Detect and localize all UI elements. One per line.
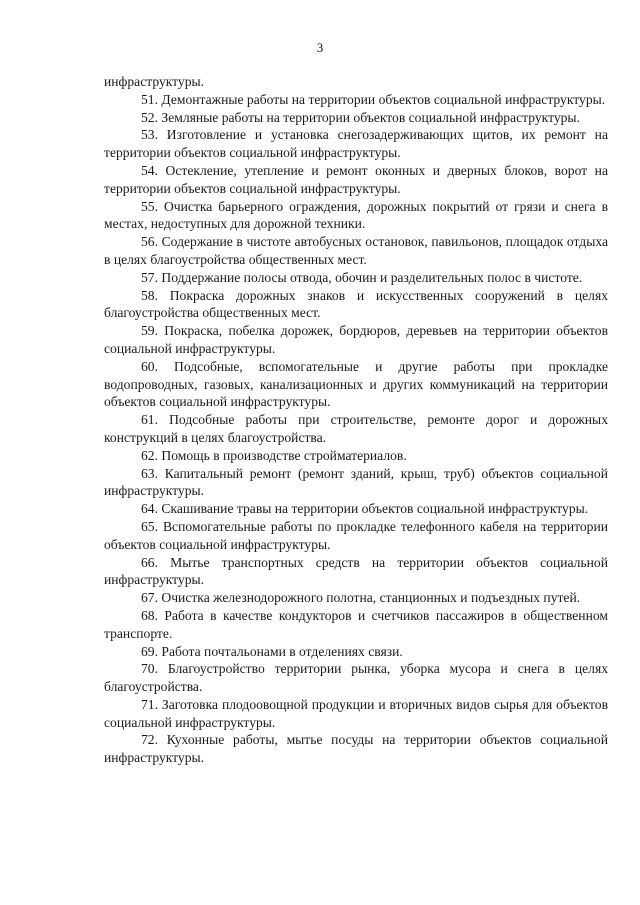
document-body <box>104 73 608 767</box>
list-item: 71. Заготовка плодоовощной продукции и вторичных видов сырья для объектов социальной инфраструктуры. <box>104 696 608 730</box>
list-item: 51. Демонтажные работы на территории объектов социальной инфраструктуры. <box>141 91 606 107</box>
list-item: 61. Подсобные работы при строительстве, ремонте дорог и дорожных конструкций в целях благоустройства. <box>104 412 608 445</box>
list-item: 65. Вспомогательные работы по прокладке телефонного кабеля на территории объектов социальной инфраструктуры. <box>104 518 608 552</box>
list-item: 70. Благоустройство территории рынка, уборка мусора и снега в целях благоустройства. <box>104 661 608 695</box>
list-item: 56. Содержание в чистоте автобусных остановок, павильонов, площадок отдыха в целях благоустройства общественных мест. <box>104 234 608 267</box>
list-item: 59. Покраска, побелка дорожек, бордюров, деревьев на территории объектов социальной инфраструктуры. <box>104 323 608 356</box>
list-item: 54. Остекление, утепление и ремонт оконных и дверных блоков, ворот на территории объектов социальной инфраструктуры. <box>104 162 608 196</box>
list-item: 60. Подсобные, вспомогательные и другие работы при прокладке водопроводных, газовых, канализационных и других коммуникаций на территории объектов социальной инфраструктуры. <box>104 358 608 410</box>
list-item: 52. Земляные работы на территории объектов социальной инфраструктуры. <box>141 109 580 125</box>
list-item: 62. Помощь в производстве стройматериалов. <box>141 447 407 463</box>
list-item: 69. Работа почтальонами в отделениях связи. <box>141 643 403 659</box>
list-item: 68. Работа в качестве кондукторов и счетчиков пассажиров в общественном транспорте. <box>104 607 608 641</box>
list-item: 64. Скашивание травы на территории объектов социальной инфраструктуры. <box>141 501 589 517</box>
page-number: 3 <box>316 40 324 55</box>
list-item: 72. Кухонные работы, мытье посуды на территории объектов социальной инфраструктуры. <box>104 732 608 766</box>
list-item: 63. Капитальный ремонт (ремонт зданий, крыш, труб) объектов социальной инфраструктуры. <box>104 465 608 499</box>
list-item: 57. Поддержание полосы отвода, обочин и разделительных полос в чистоте. <box>141 269 583 285</box>
list-item: 53. Изготовление и установка снегозадерживающих щитов, их ремонт на территории объектов социальной инфраструктуры. <box>104 127 608 161</box>
list-item: 67. Очистка железнодорожного полотна, станционных и подъездных путей. <box>141 590 581 606</box>
list-item: 58. Покраска дорожных знаков и искусственных сооружений в целях благоустройства общественных мест. <box>104 287 608 321</box>
continuation-text: инфраструктуры. <box>104 74 205 89</box>
list-item: 66. Мытье транспортных средств на территории объектов социальной инфраструктуры. <box>104 554 608 588</box>
list-item: 55. Очистка барьерного ограждения, дорожных покрытий от грязи и снега в местах, недоступных для дорожной техники. <box>104 198 608 232</box>
